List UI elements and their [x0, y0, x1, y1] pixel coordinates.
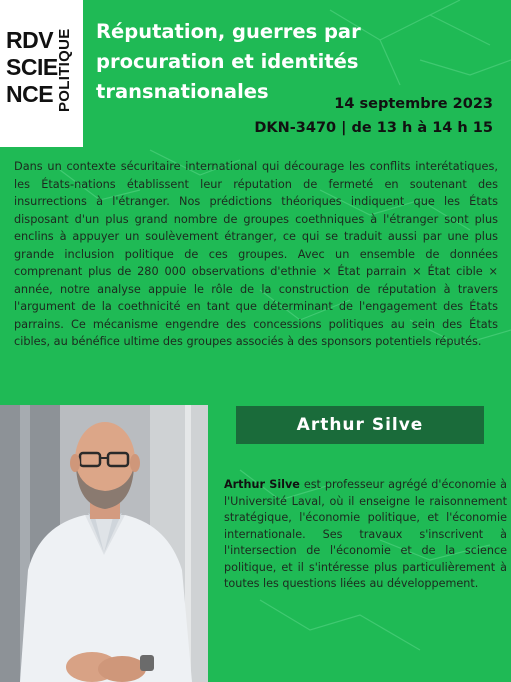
event-title: Réputation, guerres par procuration et identités transnationales — [96, 20, 361, 103]
logo-line-1: RDV — [6, 27, 54, 53]
logo-vertical-text: POLITIQUE — [56, 28, 73, 112]
logo-wordmark — [6, 27, 58, 108]
speaker-name-banner: Arthur Silve — [236, 406, 484, 444]
abstract-text: Dans un contexte sécuritaire international qui décourage les conflits interétatiques, les États-nations établissent leur réputation de fermeté en soutenant des insurrections à l'étranger. Nos prédictions théoriques indiquent que les États disposant d'un plus grand nombre de groupes coethniques à l'étranger sont plus enclins à appuyer un soulèvement étranger, ce qui se traduit aussi par une plus grande inclusion politique de ces groupes. Avec un ensemble de données comprenant plus de 280 000 observations d'ethnie × État parrain × État cible × année, notre analyse appuie le rôle de la construction de réputation à travers l'argument de la coethnicité en tant que déterminant de l'engagement des États parrains. Ce mécanisme engendre des concessions politiques au sein des États cibles, au bénéfice ultime des groupes associés à des sponsors potentiels réputés. — [14, 160, 498, 348]
event-room-time: DKN-3470 | de 13 h à 14 h 15 — [254, 120, 493, 136]
event-date: 14 septembre 2023 — [334, 96, 493, 112]
logo-line-2: SCIE — [6, 54, 58, 80]
logo — [0, 0, 83, 147]
bio-speaker-name: Arthur Silve — [224, 478, 300, 491]
bio-text: est professeur agrégé d'économie à l'Université Laval, où il enseigne le raisonnement stratégique, l'économie politique, et l'économie internationale. Ses travaux s'inscrivent à l'intersection de l'économie et de la science politique, et il s'intéresse plus particulièrement à toutes les questions liées au développement. — [224, 478, 507, 590]
logo-line-3: NCE — [6, 81, 54, 107]
speaker-photo — [0, 405, 208, 682]
speaker-portrait-illustration — [0, 405, 208, 682]
speaker-bio — [224, 477, 507, 593]
